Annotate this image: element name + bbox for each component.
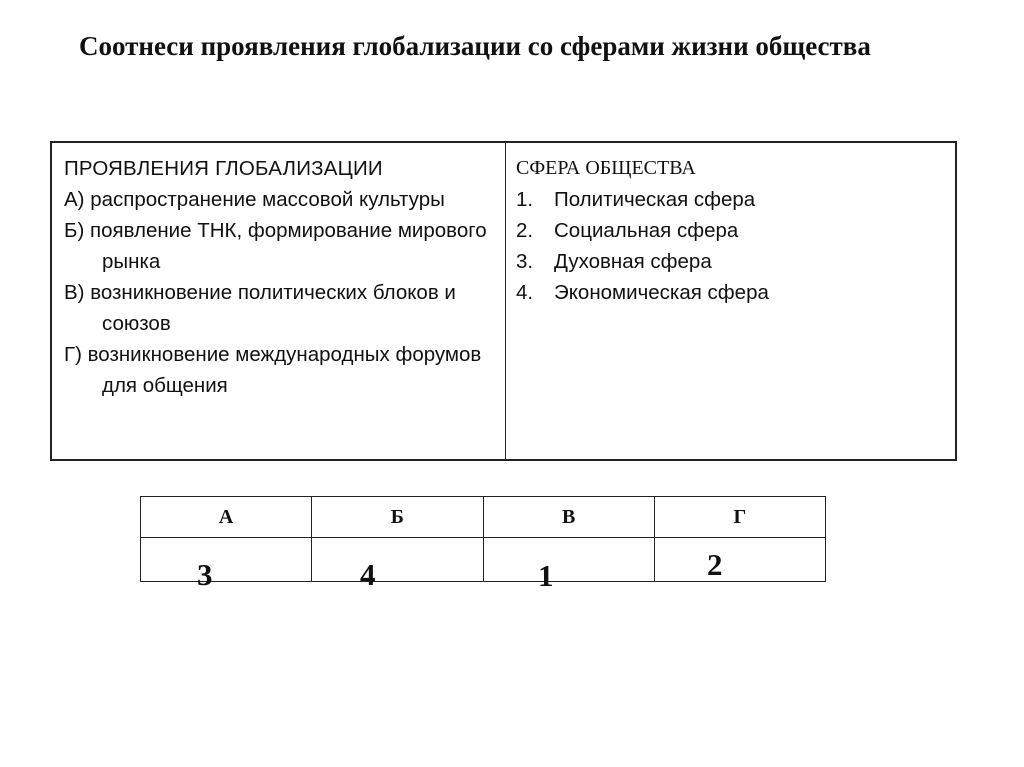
answer-value-a: 3 bbox=[197, 557, 213, 592]
answer-value-v: 1 bbox=[538, 558, 554, 593]
manifestations-column bbox=[52, 143, 506, 459]
spheres-header: СФЕРА ОБЩЕСТВА bbox=[516, 157, 696, 179]
sphere-number: 1. bbox=[516, 188, 534, 211]
sphere-item-1 bbox=[516, 184, 945, 215]
manifestation-item-v: В) возникновение политических блоков и союзов bbox=[64, 281, 456, 335]
page-title: Соотнеси проявления глобализации со сферами жизни общества bbox=[79, 31, 871, 61]
manifestation-item-b: Б) появление ТНК, формирование мирового рынка bbox=[64, 219, 487, 273]
answer-cell-v[interactable] bbox=[483, 538, 654, 582]
manifestations-header: ПРОЯВЛЕНИЯ ГЛОБАЛИЗАЦИИ bbox=[64, 157, 383, 180]
answer-header-row bbox=[141, 497, 826, 538]
answer-column-g: Г bbox=[654, 497, 825, 538]
answer-column-a: А bbox=[141, 497, 312, 538]
sphere-label: Политическая сфера bbox=[554, 188, 756, 211]
answer-value-row bbox=[141, 538, 826, 582]
manifestation-item-a: А) распространение массовой культуры bbox=[64, 188, 445, 211]
sphere-item-3 bbox=[516, 246, 945, 277]
answer-value-g: 2 bbox=[707, 547, 723, 582]
answer-table bbox=[140, 496, 826, 582]
matching-table bbox=[50, 141, 957, 461]
sphere-item-4 bbox=[516, 277, 945, 308]
spheres-list bbox=[516, 184, 945, 308]
sphere-item-2 bbox=[516, 215, 945, 246]
spheres-column bbox=[506, 143, 955, 459]
answer-cell-a[interactable] bbox=[141, 538, 312, 582]
sphere-number: 2. bbox=[516, 219, 534, 242]
sphere-label: Социальная сфера bbox=[554, 219, 739, 242]
sphere-number: 3. bbox=[516, 250, 534, 273]
answer-cell-g[interactable] bbox=[654, 538, 825, 582]
answer-column-b: Б bbox=[312, 497, 483, 538]
sphere-label: Духовная сфера bbox=[554, 250, 712, 273]
manifestation-item-g: Г) возникновение международных форумов для общения bbox=[64, 343, 482, 397]
sphere-number: 4. bbox=[516, 281, 534, 304]
answer-value-b: 4 bbox=[360, 557, 376, 592]
answer-cell-b[interactable] bbox=[312, 538, 483, 582]
sphere-label: Экономическая сфера bbox=[554, 281, 769, 304]
answer-column-v: В bbox=[483, 497, 654, 538]
